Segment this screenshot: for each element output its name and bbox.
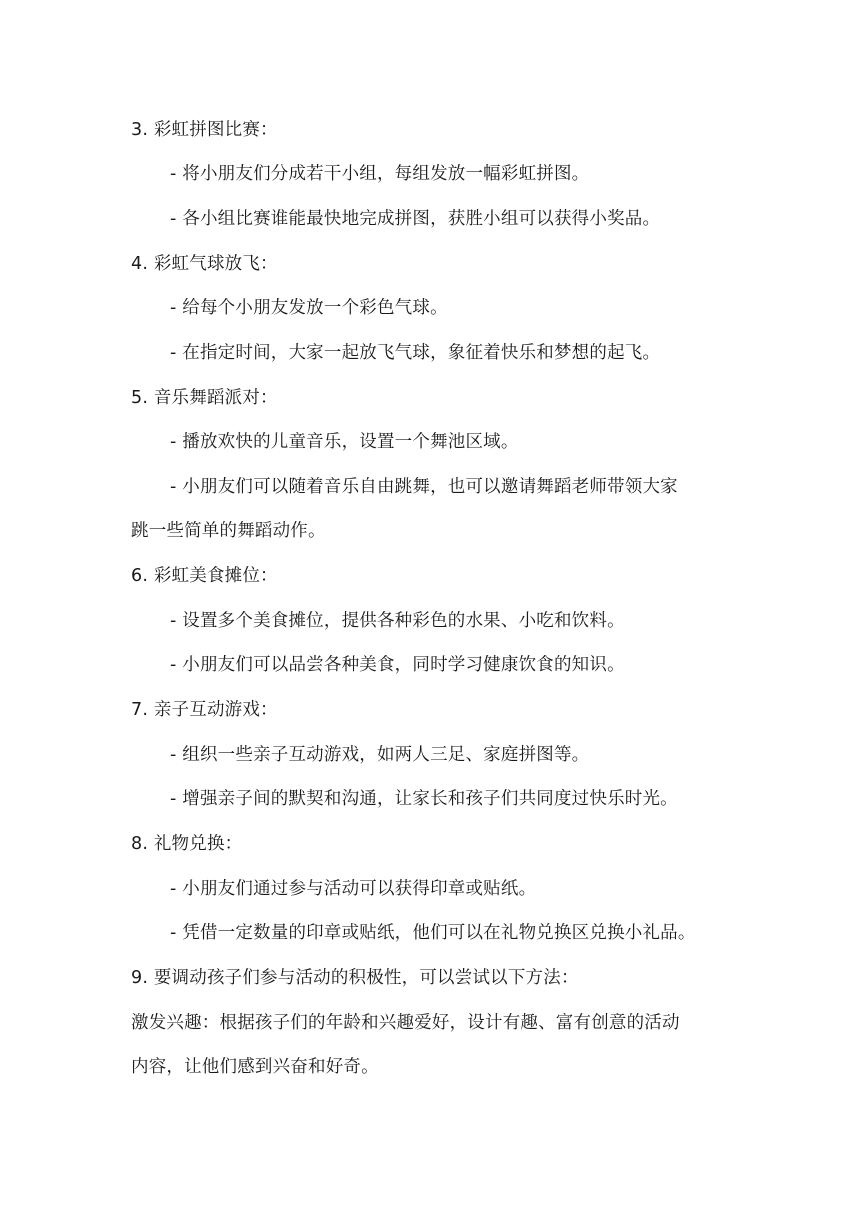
bullet-item: - 播放欢快的儿童音乐，设置一个舞池区域。	[170, 432, 519, 452]
bullet-item: - 给每个小朋友发放一个彩色气球。	[170, 298, 448, 318]
bullet-item: - 设置多个美食摊位，提供各种彩色的水果、小吃和饮料。	[170, 611, 625, 631]
bullet-item: - 凭借一定数量的印章或贴纸，他们可以在礼物兑换区兑换小礼品。	[170, 923, 696, 943]
paragraph-line: 内容，让他们感到兴奋和好奇。	[131, 1057, 379, 1077]
section-heading: 4. 彩虹气球放飞：	[131, 254, 278, 274]
bullet-item: - 增强亲子间的默契和沟通，让家长和孩子们共同度过快乐时光。	[170, 789, 678, 809]
bullet-item: - 在指定时间，大家一起放飞气球，象征着快乐和梦想的起飞。	[170, 343, 661, 363]
bullet-item: - 组织一些亲子互动游戏，如两人三足、家庭拼图等。	[170, 745, 590, 765]
bullet-item: - 小朋友们可以随着音乐自由跳舞，也可以邀请舞蹈老师带领大家	[170, 477, 678, 497]
section-heading: 7. 亲子互动游戏：	[131, 700, 278, 720]
bullet-item: - 小朋友们可以品尝各种美食，同时学习健康饮食的知识。	[170, 655, 625, 675]
section-heading: 5. 音乐舞蹈派对：	[131, 388, 278, 408]
bullet-item: - 小朋友们通过参与活动可以获得印章或贴纸。	[170, 879, 537, 899]
section-heading: 6. 彩虹美食摊位：	[131, 566, 278, 586]
section-heading: 3. 彩虹拼图比赛：	[131, 120, 278, 140]
paragraph-line: 激发兴趣：根据孩子们的年龄和兴趣爱好，设计有趣、富有创意的活动	[131, 1013, 680, 1033]
bullet-item: - 将小朋友们分成若干小组，每组发放一幅彩虹拼图。	[170, 164, 590, 184]
section-heading: 8. 礼物兑换：	[131, 834, 243, 854]
bullet-item: - 各小组比赛谁能最快地完成拼图，获胜小组可以获得小奖品。	[170, 209, 661, 229]
bullet-continuation: 跳一些简单的舞蹈动作。	[131, 521, 326, 541]
section-heading: 9. 要调动孩子们参与活动的积极性，可以尝试以下方法：	[131, 968, 579, 988]
